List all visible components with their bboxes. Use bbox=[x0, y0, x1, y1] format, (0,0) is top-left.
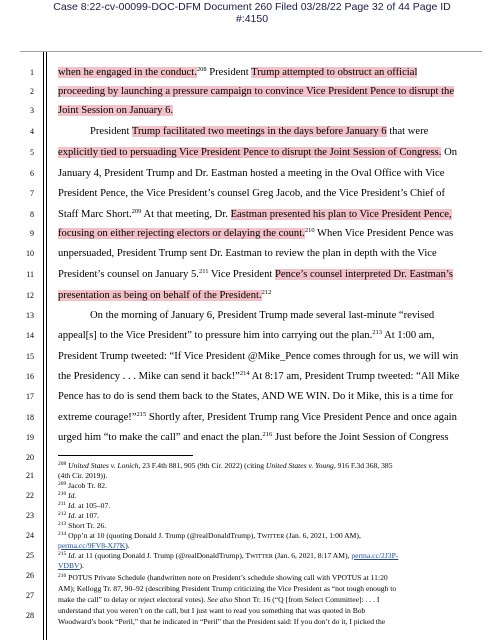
text: at 11 (quoting Donald J. Trump (@realDonaldTrump), T bbox=[76, 551, 251, 560]
line-number: 6 bbox=[30, 169, 34, 178]
footnote-216 bbox=[58, 573, 478, 583]
footnote-210 bbox=[58, 491, 478, 501]
footnote-212 bbox=[58, 511, 478, 521]
highlight: presentation as being on behalf of the President. bbox=[58, 290, 262, 301]
line-number: 9 bbox=[30, 229, 34, 238]
id-cite: Id. bbox=[68, 551, 77, 560]
line-number: 26 bbox=[26, 571, 34, 580]
footnote-213 bbox=[58, 521, 478, 531]
footnote-number: 209 bbox=[58, 481, 67, 487]
text: Vice President bbox=[208, 269, 275, 280]
footnote-number: 213 bbox=[58, 521, 67, 527]
line-number: 17 bbox=[26, 392, 34, 401]
left-margin-rule-inner bbox=[46, 52, 47, 640]
footnote-ref: 211 bbox=[198, 268, 209, 275]
line-number: 13 bbox=[26, 311, 34, 320]
body-line-18 bbox=[58, 411, 476, 424]
footnote-number: 215 bbox=[58, 551, 67, 557]
body-line-16 bbox=[58, 370, 476, 383]
body-line-12 bbox=[58, 289, 476, 302]
text: Shortly after, President Trump rang Vice President Pence and once again bbox=[146, 412, 457, 423]
text: At that meeting, Dr. bbox=[141, 209, 231, 220]
body-line-17: Pence has to do is send them back to the States, AND WE WIN. Do it Mike, this is a time for bbox=[58, 391, 454, 402]
id-cite: Id. bbox=[68, 491, 77, 500]
id-cite: Id. bbox=[68, 511, 77, 520]
footnote-214-cont bbox=[58, 541, 478, 551]
line-number: 11 bbox=[26, 270, 34, 279]
footnote-ref: 208 bbox=[196, 66, 207, 73]
body-line-14 bbox=[58, 329, 476, 342]
footnote-211 bbox=[58, 501, 478, 511]
id-cite: Id. bbox=[67, 501, 77, 510]
text: that were bbox=[386, 126, 429, 137]
body-line-13: On the morning of January 6, President Trump made several last-minute “revised bbox=[90, 310, 435, 321]
line-number: 3 bbox=[30, 106, 34, 115]
perma-link[interactable]: perma.cc/2J3P- bbox=[351, 551, 399, 560]
text: make the call” to delay or reject electoral votes). bbox=[58, 595, 208, 604]
body-line-1 bbox=[58, 66, 476, 79]
text: ). bbox=[125, 541, 130, 550]
body-line-7: President Pence, the Vice President’s counsel Greg Jacob, and the Vice President’s Chief of bbox=[58, 188, 445, 199]
footnote-216-cont: understand that you weren’t on the call, but I just want to read you something that was quoted in Bob bbox=[58, 606, 366, 615]
highlight: when he engaged in the conduct. bbox=[58, 67, 197, 78]
highlight: proceeding by launching a pressure campaign to convince Vice President Pence to disrupt the bbox=[58, 86, 455, 97]
footnote-ref: 215 bbox=[136, 411, 147, 418]
perma-link[interactable]: perma.cc/9FV8-XJ7K bbox=[58, 541, 126, 550]
text: On bbox=[441, 147, 458, 158]
text: POTUS Private Schedule (handwritten note on President’s schedule showing call with VPOTUS at 11:20 bbox=[66, 573, 388, 582]
footnote-208-cont: (4th Cir. 2019)). bbox=[58, 471, 108, 480]
footnote-216-cont: AM); Kellogg Tr. 87, 90–92 (describing President Trump criticizing the Vice President as “not tough enough to bbox=[58, 584, 397, 593]
signal: See also bbox=[207, 595, 233, 604]
ecf-header-line2: #:4150 bbox=[235, 13, 269, 25]
footnote-215-cont bbox=[58, 561, 478, 571]
body-line-6: January 4, President Trump and Dr. Eastman hosted a meeting in the Oval Office with Vice bbox=[58, 168, 445, 179]
case-name: United States v. Young bbox=[265, 461, 334, 470]
footnote-number: 214 bbox=[58, 531, 67, 537]
text: at 107. bbox=[76, 511, 99, 520]
footnote-separator bbox=[58, 455, 193, 456]
body-line-5 bbox=[58, 146, 476, 159]
body-line-2 bbox=[58, 85, 476, 98]
text: , 23 F.4th 881, 905 (9th Cir. 2022) (citing bbox=[138, 461, 266, 470]
footnote-216-cont: Woodward’s book “Peril,” that he indicated in “Peril” that the President said: If you don’t do it, I picked the bbox=[58, 617, 386, 626]
line-number: 14 bbox=[26, 331, 34, 340]
line-number: 22 bbox=[26, 491, 34, 500]
footnote-ref: 212 bbox=[261, 289, 272, 296]
line-number: 12 bbox=[26, 291, 34, 300]
highlight: focusing on either rejecting electors or delaying the count. bbox=[58, 228, 305, 239]
line-number: 18 bbox=[26, 413, 34, 422]
footnote-ref: 209 bbox=[131, 208, 142, 215]
highlight: Trump attempted to obstruct an official bbox=[251, 67, 418, 78]
text: Opp’n at 10 (quoting Donald J. Trump (@realDonaldTrump), T bbox=[66, 531, 262, 540]
ecf-header bbox=[0, 1, 504, 25]
text: Short Tr. 26. bbox=[66, 521, 107, 530]
highlight: Pence’s counsel interpreted Dr. Eastman’s bbox=[275, 269, 453, 280]
line-number: 23 bbox=[26, 511, 34, 520]
line-number: 19 bbox=[26, 433, 34, 442]
text: urged him “to make the call” and enact the plan. bbox=[58, 432, 263, 443]
footnote-ref: 216 bbox=[262, 431, 273, 438]
line-number: 8 bbox=[30, 210, 34, 219]
line-number: 7 bbox=[30, 189, 34, 198]
line-number: 21 bbox=[26, 471, 34, 480]
ecf-header-line1: Case 8:22-cv-00099-DOC-DFM Document 260 Filed 03/28/22 Page 32 of 44 Page ID bbox=[53, 1, 451, 13]
text: at 105–07. bbox=[76, 501, 111, 510]
footnote-number: 211 bbox=[58, 501, 67, 507]
body-line-10: unpersuaded, President Trump sent Dr. Eastman to review the plan in depth with the Vice bbox=[58, 248, 437, 259]
footnote-216-cont bbox=[58, 595, 478, 605]
line-number: 2 bbox=[30, 87, 34, 96]
text: Just before the Joint Session of Congress bbox=[272, 432, 449, 443]
footnote-number: 210 bbox=[58, 491, 67, 497]
highlight: Joint Session on January 6. bbox=[58, 105, 174, 116]
text: When Vice President Pence was bbox=[314, 228, 454, 239]
left-margin-rule bbox=[43, 52, 44, 640]
text: , 916 F.3d 368, 385 bbox=[333, 461, 393, 470]
line-number: 24 bbox=[26, 531, 34, 540]
body-line-15: President Trump tweeted: “If Vice President @Mike_Pence comes through for us, we will win bbox=[58, 351, 459, 362]
body-line-9 bbox=[58, 227, 476, 240]
footnote-ref: 210 bbox=[304, 227, 315, 234]
line-number: 16 bbox=[26, 372, 34, 381]
footnote-number: 212 bbox=[58, 511, 67, 517]
footnote-209 bbox=[58, 481, 478, 491]
body-line-8 bbox=[58, 208, 476, 221]
footnote-214 bbox=[58, 531, 478, 541]
line-number: 5 bbox=[30, 148, 34, 157]
line-number: 1 bbox=[30, 68, 34, 77]
highlight: Eastman presented his plan to Vice President Pence, bbox=[230, 209, 452, 220]
smallcaps-text: WITTER bbox=[250, 554, 273, 560]
line-number: 27 bbox=[26, 591, 34, 600]
text: President bbox=[206, 67, 252, 78]
footnote-215 bbox=[58, 551, 478, 561]
footnote-ref: 213 bbox=[372, 329, 382, 336]
footnote-number: 208 bbox=[58, 461, 67, 467]
text: (Jan. 6, 2021, 8:17 AM), bbox=[272, 551, 352, 560]
text: extreme courage!” bbox=[58, 412, 137, 423]
body-line-4 bbox=[90, 125, 504, 138]
text: President’s counsel on January 5. bbox=[58, 269, 199, 280]
body-line-3 bbox=[58, 104, 476, 117]
line-number: 10 bbox=[26, 249, 34, 258]
line-number: 15 bbox=[26, 352, 34, 361]
body-line-19 bbox=[58, 431, 476, 444]
highlight: Trump facilitated two meetings in the days before January 6 bbox=[131, 126, 387, 137]
footnote-number: 216 bbox=[58, 573, 67, 579]
case-name: United States v. Lonich bbox=[68, 461, 139, 470]
text: Jacob Tr. 82. bbox=[66, 481, 107, 490]
line-number: 25 bbox=[26, 551, 34, 560]
header-divider bbox=[20, 51, 482, 52]
text: Short Tr. 16 (“Q [from Select Committee]: . . . I bbox=[232, 595, 380, 604]
body-line-11 bbox=[58, 268, 476, 281]
text: At 1:00 am, bbox=[382, 330, 435, 341]
text: At 8:17 am, President Trump tweeted: “All Mike bbox=[249, 371, 460, 382]
text: Staff Marc Short. bbox=[58, 209, 132, 220]
line-number: 4 bbox=[30, 127, 34, 136]
line-number: 20 bbox=[26, 453, 34, 462]
footnote-ref: 214 bbox=[239, 370, 250, 377]
text: appeal[s] to the Vice President” to pressure him into carrying out the plan. bbox=[58, 330, 373, 341]
smallcaps-text: WITTER bbox=[261, 534, 285, 540]
text: ). bbox=[79, 561, 84, 570]
line-number: 28 bbox=[26, 611, 34, 620]
perma-link[interactable]: VDBV bbox=[58, 561, 80, 570]
text: President bbox=[90, 126, 132, 137]
text: the Presidency . . . Mike can send it back!” bbox=[58, 371, 240, 382]
highlight: explicitly tied to persuading Vice President Pence to disrupt the Joint Session of Congress. bbox=[58, 147, 442, 158]
footnote-208 bbox=[58, 461, 478, 471]
text: (Jan. 6, 2021, 1:00 AM), bbox=[284, 531, 361, 540]
